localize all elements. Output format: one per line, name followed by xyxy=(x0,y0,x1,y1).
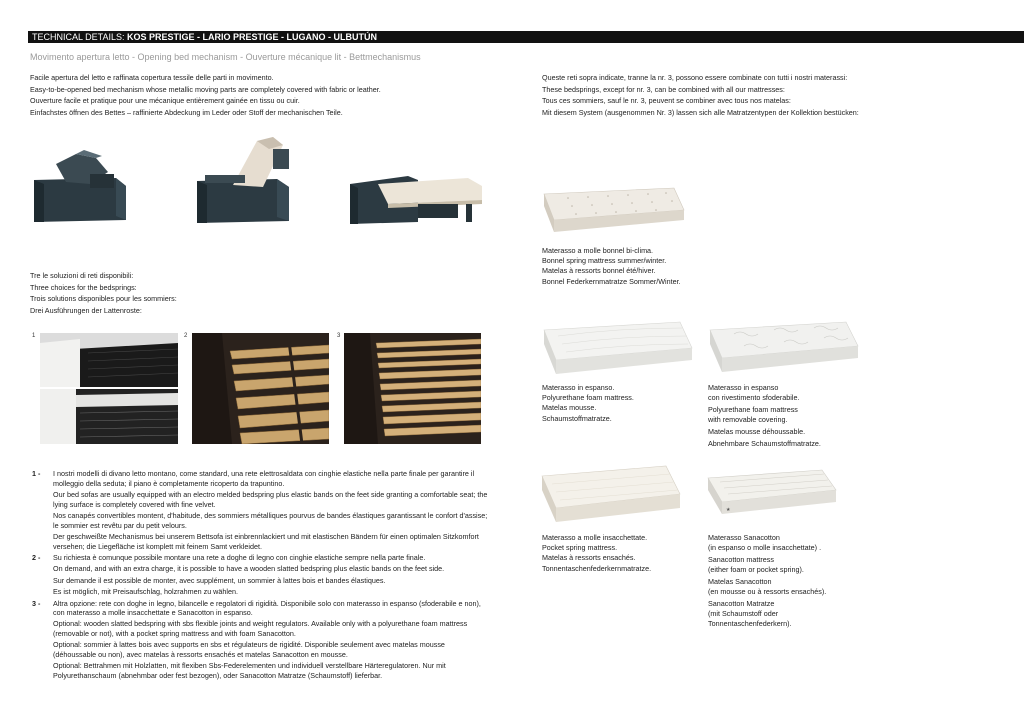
caption-line: Matelas à ressorts ensachés. xyxy=(542,553,636,563)
caption-line: Materasso in espanso xyxy=(708,383,779,392)
caption-line: Bonnel spring mattress summer/winter. xyxy=(542,256,667,266)
choices-line: Trois solutions disponibles pour les sommiers: xyxy=(30,294,177,303)
right-intro-text xyxy=(542,72,859,118)
note-paragraph: Altra opzione: rete con doghe in legno, bilancelle e regolatori di rigidità. Disponibile solo con materasso in espanso (sfoderabile e non), con materasso a molle insacchettate e Sanacotton in espanso. xyxy=(53,598,481,618)
choices-line: Three choices for the bedsprings: xyxy=(30,282,137,292)
note-paragraph: Es ist möglich, mit Preisaufschlag, holzrahmen zu wählen. xyxy=(53,587,238,597)
intro-text xyxy=(30,72,381,118)
caption-line: (en mousse ou à ressorts ensachés). xyxy=(708,587,827,597)
sbs-slat-photo xyxy=(344,333,481,444)
right-intro-line: Queste reti sopra indicate, tranne la nr. 3, possono essere combinate con tutti i nostri materassi: xyxy=(542,73,848,82)
note-paragraph: Our bed sofas are usually equipped with an electro melded bedspring plus elastic bands on the feet side granting a comfortable seat; the lying surface is completely covered with fine velvet. xyxy=(53,489,488,509)
caption-line: Sanacotton mattress xyxy=(708,554,774,564)
caption-line: Materasso in espanso. xyxy=(542,383,615,392)
caption-line: Materasso Sanacotton xyxy=(708,533,780,542)
sanacotton-mattress-caption xyxy=(708,533,826,629)
sofa-bed-opening-image xyxy=(193,135,303,230)
note-paragraph: Der geschweißte Mechanismus bei unserem Bettsofa ist einbrennlackiert und mit elastischen Bändern für einen optimalen Sitzkomfort versehen; die Liegefläche ist komplett mit feinem Samt verkleidet. xyxy=(53,531,479,551)
choices-line: Drei Ausführungen der Lattenroste: xyxy=(30,305,142,315)
note-3 xyxy=(30,599,490,681)
bedspring-notes xyxy=(30,469,490,682)
sofa-bed-closing-image xyxy=(30,150,130,230)
foam-mattress-image xyxy=(538,318,696,378)
caption-line: Matelas à ressorts bonnel été/hiver. xyxy=(542,266,656,276)
sofa-bed-open-image xyxy=(348,170,484,228)
bedspring-choices-text xyxy=(30,270,177,316)
caption-line: Pocket spring mattress. xyxy=(542,543,618,553)
svg-text:★: ★ xyxy=(726,507,731,513)
metal-bedspring-photo-top xyxy=(40,333,178,387)
choices-line: Tre le soluzioni di reti disponibili: xyxy=(30,271,134,280)
caption-line: Matelas Sanacotton xyxy=(708,576,772,586)
bonnel-mattress-image xyxy=(538,182,688,238)
photo-number-2: 2 xyxy=(184,333,188,339)
caption-line: (mit Schaumstoff oder xyxy=(708,608,779,618)
right-intro-line: Tous ces sommiers, sauf le nr. 3, peuvent se combiner avec tous nos matelas: xyxy=(542,96,791,105)
intro-line: Einfachstes öffnen des Bettes – raffinierte Abdeckung im Leder oder Stoff der mechanischen Teile. xyxy=(30,107,343,117)
note-number: 1 - xyxy=(32,469,41,478)
caption-line: Polyurethane foam mattress. xyxy=(542,393,634,403)
pocket-spring-mattress-caption xyxy=(542,533,651,574)
sanacotton-mattress-image xyxy=(704,466,840,518)
caption-line: Tonnentaschenfederkern). xyxy=(708,619,792,629)
caption-line: Schaumstoffmatratze. xyxy=(542,413,612,423)
note-paragraph: Su richiesta è comunque possibile montare una rete a doghe di legno con cinghie elastiche sempre nella parte finale. xyxy=(53,552,426,562)
caption-line: Materasso a molle insacchettate. xyxy=(542,533,648,542)
note-paragraph: I nostri modelli di divano letto montano, come standard, una rete elettrosaldata con cinghie elastiche nella parte finale per garantire il molleggio della seduta; il piano è completamente ricoperto da trapuntino. xyxy=(53,469,475,488)
note-number: 2 - xyxy=(32,552,41,562)
note-paragraph: On demand, and with an extra charge, it is possible to have a wooden slatted bedspring plus elastic bands on the feet side. xyxy=(53,564,445,574)
note-paragraph: Optional: Bettrahmen mit Holzlatten, mit flexiben Sbs-Federelementen und individuell verstellbare Härteregulatoren. Nur mit Polyurethanschaum (abnehmbar oder fest bezogen), oder Sanacotton Matratze (Schaumstoff) lieferbar. xyxy=(53,661,446,681)
header-label: TECHNICAL DETAILS: xyxy=(32,32,128,42)
header-bar xyxy=(28,31,1024,43)
note-paragraph: Optional: wooden slatted bedspring with sbs flexible joints and weight regulators. Available only with a polyurethane foam mattress (removable or not), with a pocket spring mattress and with foam Sanacotton. xyxy=(53,619,468,639)
intro-line: Facile apertura del letto e raffinata copertura tessile delle parti in movimento. xyxy=(30,73,274,82)
caption-line: (either foam or pocket spring). xyxy=(708,565,804,575)
caption-line: (in espanso o molle insacchettate) . xyxy=(708,543,822,553)
caption-line: Materasso a molle bonnel bi-clima. xyxy=(542,246,654,255)
pocket-spring-mattress-image xyxy=(538,462,684,526)
note-paragraph: Sur demande il est possible de monter, avec supplément, un sommier à lattes bois et bandes élastiques. xyxy=(53,575,386,585)
caption-line: with removable covering. xyxy=(708,415,788,425)
header-models: KOS PRESTIGE - LARIO PRESTIGE - LUGANO - ULBUTÚN xyxy=(127,32,378,42)
caption-line: Polyurethane foam mattress xyxy=(708,404,798,414)
note-paragraph: Optional: sommier à lattes bois avec supports en sbs et régulateurs de rigidité. Disponible seulement avec matelas mousse (déhoussable ou non), avec matelas à ressorts ensachés et matelas Sanacotton en mousse. xyxy=(53,640,445,660)
photo-number-3: 3 xyxy=(337,333,341,339)
caption-line: Matelas mousse. xyxy=(542,403,597,413)
intro-line: Easy-to-be-opened bed mechanism whose metallic moving parts are completely covered with fabric or leather. xyxy=(30,84,381,94)
photo-number-1: 1 xyxy=(32,333,36,339)
caption-line: Tonnentaschenfederkernmatratze. xyxy=(542,563,652,573)
removable-foam-mattress-image xyxy=(704,318,862,376)
right-intro-line: These bedsprings, except for nr. 3, can be combined with all our mattresses: xyxy=(542,84,785,94)
page-subtitle: Movimento apertura letto - Opening bed mechanism - Ouverture mécanique lit - Bettmechanismus xyxy=(30,52,421,62)
removable-foam-mattress-caption xyxy=(708,383,821,449)
caption-line: Matelas mousse déhoussable. xyxy=(708,426,806,436)
metal-bedspring-photo-bottom xyxy=(40,389,178,444)
wooden-slat-photo xyxy=(192,333,329,444)
bonnel-mattress-caption xyxy=(542,246,681,287)
caption-line: con rivestimento sfoderabile. xyxy=(708,393,800,403)
caption-line: Sanacotton Matratze xyxy=(708,598,775,608)
caption-line: Bonnel Federkernmatratze Sommer/Winter. xyxy=(542,276,681,286)
foam-mattress-caption xyxy=(542,383,634,424)
right-intro-line: Mit diesem System (ausgenommen Nr. 3) lassen sich alle Matratzentypen der Kollektion bestücken: xyxy=(542,107,859,117)
note-1 xyxy=(30,469,490,551)
intro-line: Ouverture facile et pratique pour une mécanique entièrement gainée en tissu ou cuir. xyxy=(30,96,300,105)
note-number: 3 - xyxy=(32,598,41,608)
caption-line: Abnehmbare Schaumstoffmatratze. xyxy=(708,438,821,448)
note-paragraph: Nos canapés convertibles montent, d'habitude, des sommiers métalliques pourvus de bandes élastiques garantissant le confort d'assise; le sommier est revêtu par du petit velours. xyxy=(53,510,488,530)
note-2 xyxy=(30,553,490,597)
